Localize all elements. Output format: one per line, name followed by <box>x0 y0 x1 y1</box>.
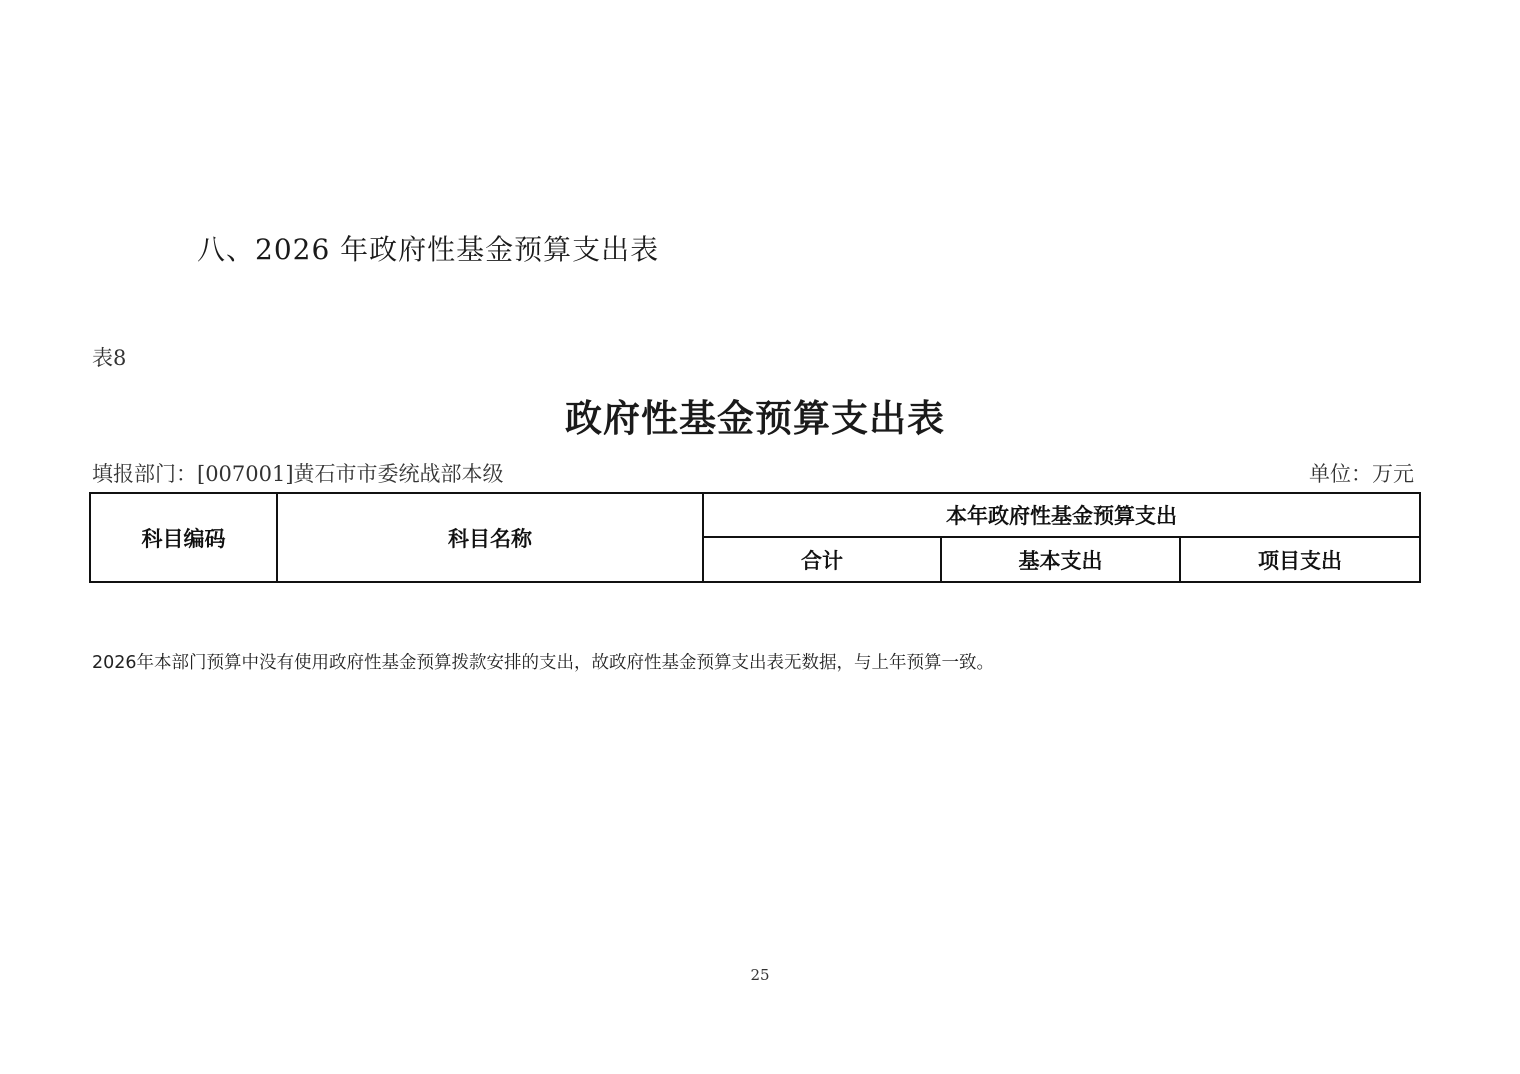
budget-table <box>89 492 1421 583</box>
header-total: 合计 <box>703 537 941 582</box>
explanatory-note: 2026年本部门预算中没有使用政府性基金预算拨款安排的支出，故政府性基金预算支出表无数据，与上年预算一致。 <box>92 653 995 673</box>
header-project-expenditure: 项目支出 <box>1180 537 1420 582</box>
section-heading: 八、2026 年政府性基金预算支出表 <box>197 233 660 266</box>
table-title: 政府性基金预算支出表 <box>565 397 945 440</box>
table-number: 表8 <box>92 346 127 370</box>
header-basic-expenditure: 基本支出 <box>941 537 1180 582</box>
fill-department: 填报部门：[007001]黄石市市委统战部本级 <box>92 462 504 486</box>
header-subject-code: 科目编码 <box>90 493 277 582</box>
header-group-current-year: 本年政府性基金预算支出 <box>703 493 1420 537</box>
page-number: 25 <box>750 966 770 984</box>
unit-label: 单位：万元 <box>1309 462 1414 486</box>
header-subject-name: 科目名称 <box>277 493 703 582</box>
